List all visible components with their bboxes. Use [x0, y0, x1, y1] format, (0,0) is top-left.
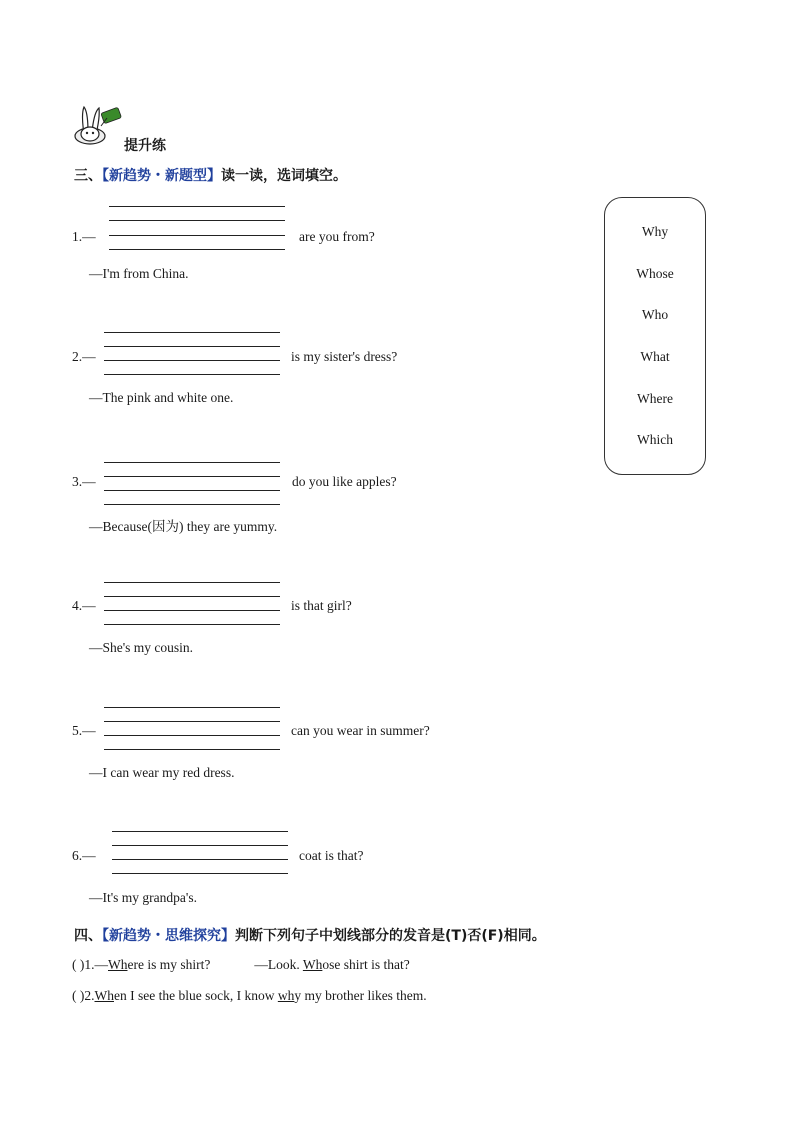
- word-bank: [604, 197, 706, 475]
- answer-text: —She's my cousin.: [89, 640, 194, 655]
- section3-num: 三、: [74, 168, 102, 184]
- answer-text: —The pink and white one.: [89, 390, 234, 405]
- section3-tag: 【新趋势・新题型】: [102, 168, 221, 184]
- question-text: coat is that?: [299, 848, 364, 863]
- answer-paren[interactable]: ( ): [72, 988, 85, 1003]
- answer-text: —It's my grandpa's.: [89, 890, 197, 905]
- question-number: 6.—: [72, 848, 96, 863]
- underlined-part: wh: [277, 988, 295, 1003]
- section3-instruction: 读一读，选词填空。: [221, 168, 347, 184]
- word-bank-item: Why: [641, 224, 669, 239]
- practice-header: 提升练: [124, 138, 166, 154]
- question-text: are you from?: [299, 229, 375, 244]
- question-text: do you like apples?: [292, 474, 397, 489]
- section4-title: [74, 925, 546, 945]
- answer-text: —I'm from China.: [89, 266, 189, 281]
- question-number: 1.—: [72, 229, 96, 244]
- section4-tag: 【新趋势・思维探究】: [102, 928, 235, 944]
- bunny-logo: [72, 104, 124, 146]
- question-number: 5.—: [72, 723, 96, 738]
- judge-item-1: ( )1.—Where is my shirt? —Look. Whose shirt is that?: [72, 957, 410, 972]
- word-bank-item: Who: [641, 307, 669, 322]
- judge-item-2: ( )2.When I see the blue sock, I know why my brother likes them.: [72, 988, 427, 1003]
- section4-num: 四、: [74, 928, 102, 944]
- bunny-icon: [72, 104, 124, 146]
- word-bank-item: Which: [637, 432, 673, 447]
- word-bank-item: What: [640, 349, 670, 364]
- word-bank-item: Whose: [636, 266, 674, 281]
- answer-text: —Because(因为) they are yummy.: [89, 519, 278, 534]
- section4-instruction: 判断下列句子中划线部分的发音是(T)否(F)相同。: [235, 928, 546, 944]
- question-number: 3.—: [72, 474, 96, 489]
- section3-title: [74, 165, 347, 185]
- underlined-part: Wh: [302, 957, 323, 972]
- question-text: is my sister's dress?: [291, 349, 398, 364]
- question-number: 4.—: [72, 598, 96, 613]
- question-text: can you wear in summer?: [291, 723, 430, 738]
- answer-text: —I can wear my red dress.: [89, 765, 235, 780]
- answer-paren[interactable]: ( ): [72, 957, 85, 972]
- underlined-part: Wh: [108, 957, 128, 972]
- underlined-part: Wh: [94, 988, 114, 1003]
- word-bank-item: Where: [637, 391, 673, 406]
- question-number: 2.—: [72, 349, 96, 364]
- question-text: is that girl?: [291, 598, 352, 613]
